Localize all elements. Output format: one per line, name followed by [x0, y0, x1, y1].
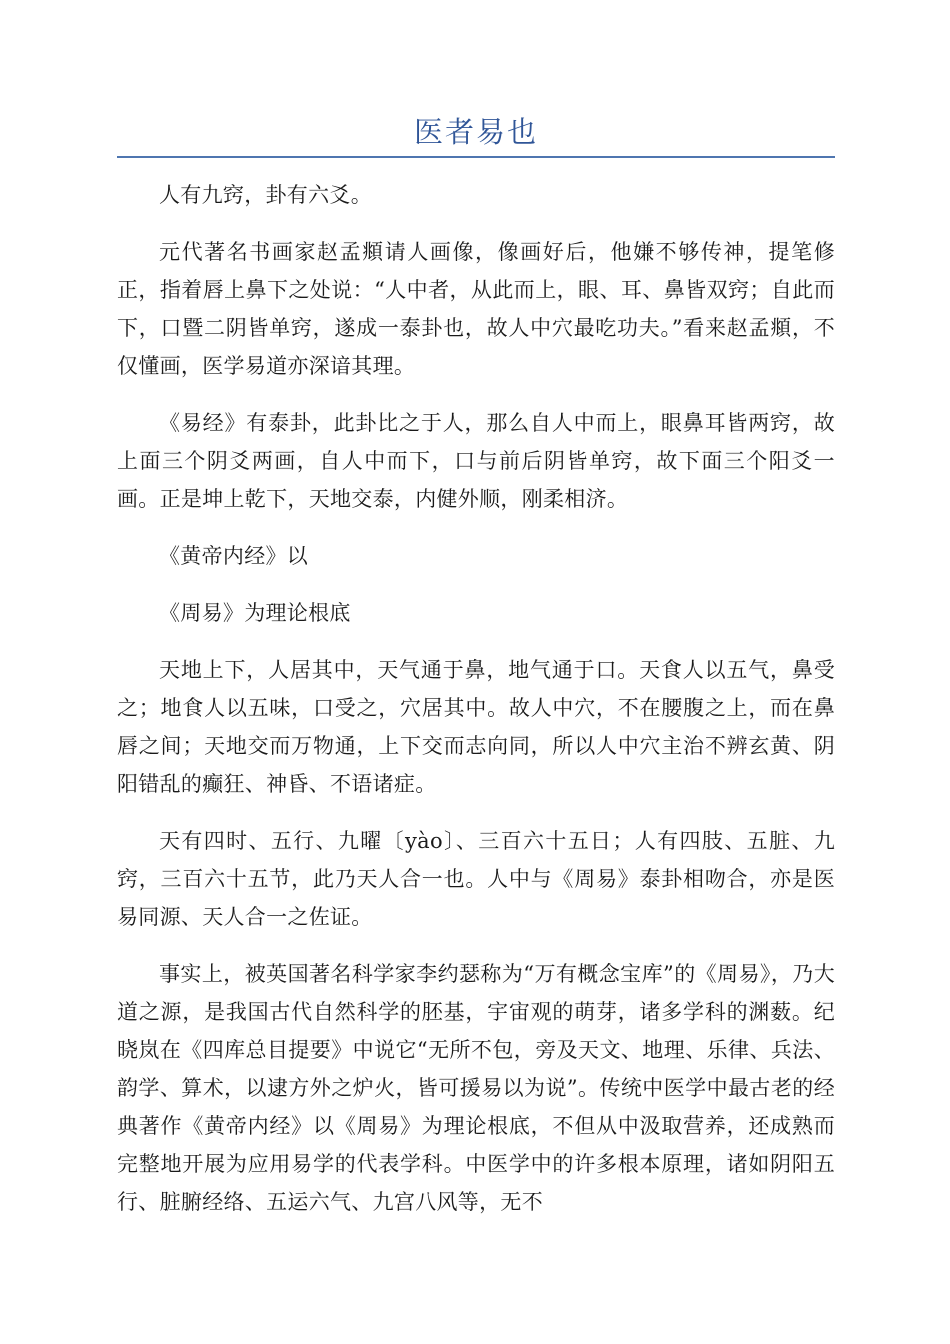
paragraph: 人有九窍，卦有六爻。: [159, 183, 372, 207]
paragraph: 天地上下，人居其中，天气通于鼻，地气通于口。天食人以五气，鼻受之；地食人以五味，口受之，穴居其中。故人中穴，不在腰腹之上，而在鼻唇之间；天地交而万物通，上下交而志向同，所以人中穴主治不辨玄黄、阴阳错乱的癫狂、神昏、不语诸症。: [117, 658, 835, 796]
title-block: [117, 112, 835, 158]
document-title: 医者易也: [413, 115, 538, 149]
document-page: [117, 0, 835, 1344]
paragraph: 《易经》有泰卦，此卦比之于人，那么自人中而上，眼鼻耳皆两窍，故上面三个阴爻两画，自人中而下，口与前后阴皆单窍，故下面三个阳爻一画。正是坤上乾下，天地交泰，内健外顺，刚柔相济。: [117, 411, 835, 511]
paragraph: 事实上，被英国著名科学家李约瑟称为“万有概念宝库”的《周易》，乃大道之源，是我国古代自然科学的胚基，宇宙观的萌芽，诸多学科的渊薮。纪晓岚在《四库总目提要》中说它“无所不包，旁及天文、地理、乐律、兵法、韵学、算术，以逮方外之炉火，皆可援易以为说”。传统中医学中最古老的经典著作《黄帝内经》以《周易》为理论根底，不但从中汲取营养，还成熟而完整地开展为应用易学的代表学科。中医学中的许多根本原理，诸如阴阳五行、脏腑经络、五运六气、九宫八风等，无不: [117, 962, 835, 1214]
paragraph: 《周易》为理论根底: [159, 601, 351, 625]
paragraph: 《黄帝内经》以: [159, 544, 309, 568]
document-body: [117, 176, 835, 1240]
paragraph: 天有四时、五行、九曜〔yào〕、三百六十五日；人有四肢、五脏、九窍，三百六十五节，此乃天人合一也。人中与《周易》泰卦相吻合，亦是医易同源、天人合一之佐证。: [117, 829, 835, 929]
paragraph: 元代著名书画家赵孟頫请人画像，像画好后，他嫌不够传神，提笔修正，指着唇上鼻下之处说：“人中者，从此而上，眼、耳、鼻皆双窍；自此而下，口暨二阴皆单窍，遂成一泰卦也，故人中穴最吃功夫。”看来赵孟頫，不仅懂画，医学易道亦深谙其理。: [117, 240, 835, 378]
